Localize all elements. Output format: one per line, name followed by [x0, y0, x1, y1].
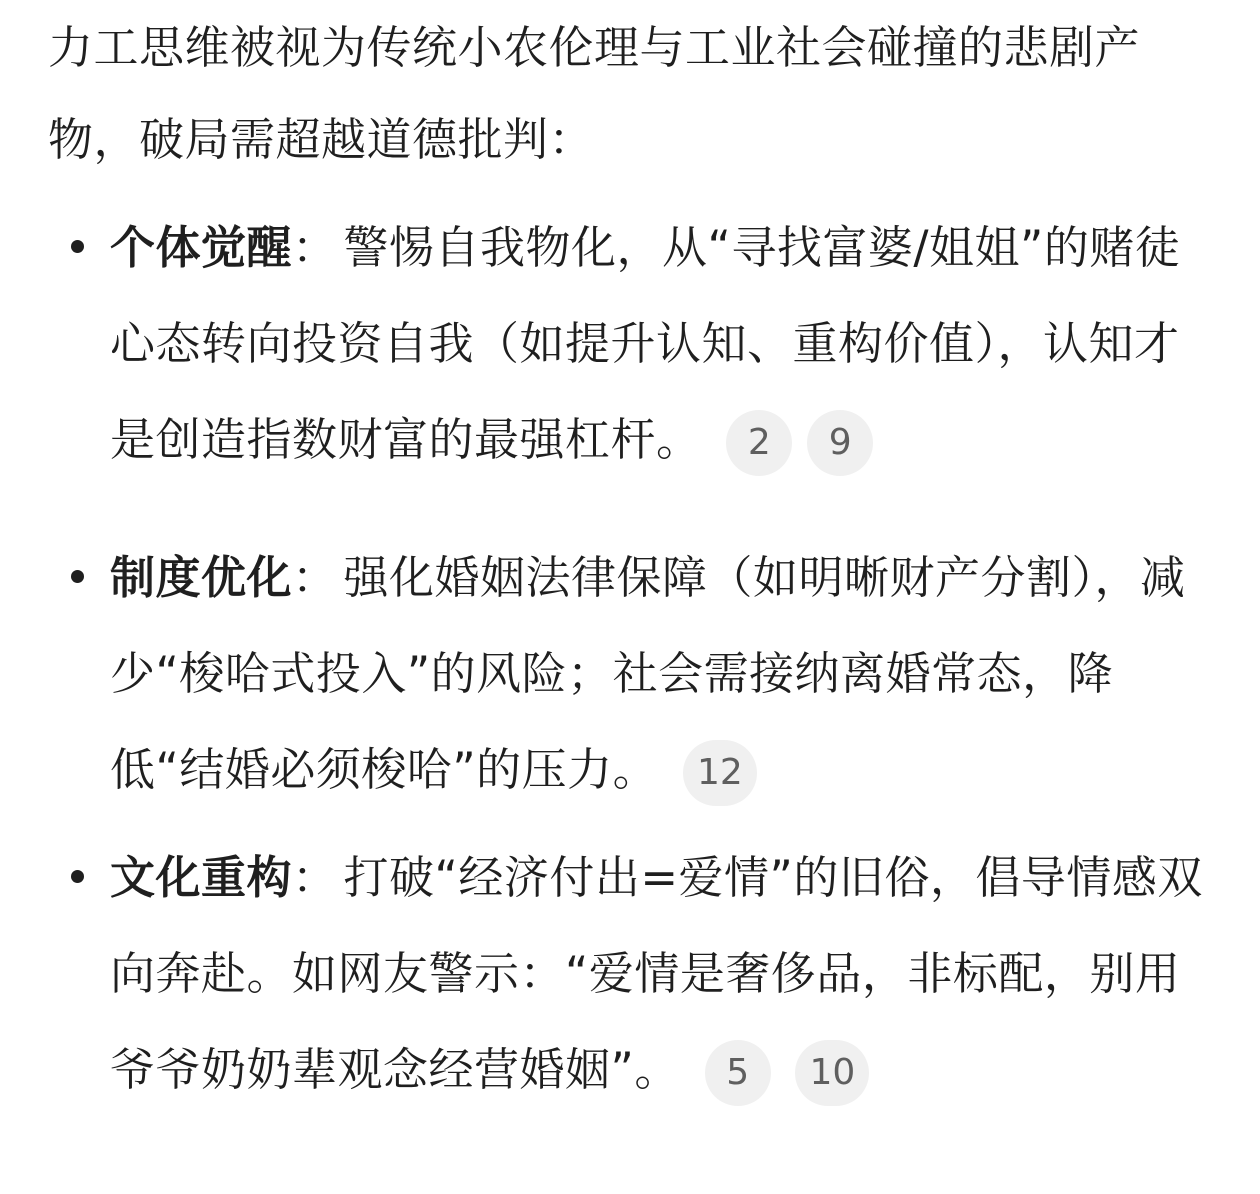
- bullet-icon: [71, 870, 84, 883]
- point-term: 制度优化: [110, 551, 293, 604]
- point-term: 文化重构: [110, 851, 293, 904]
- list-item: [48, 530, 1218, 818]
- point-text: 强化婚姻法律保障（如明晰财产分割），减少“梭哈式投入”的风险；社会需接纳离婚常态，降低“结婚必须梭哈”的压力。: [110, 551, 1186, 796]
- citation-badge[interactable]: 5: [705, 1040, 771, 1106]
- answer-content: [48, 2, 1218, 1118]
- list-item: [48, 830, 1218, 1118]
- point-colon: ：: [292, 551, 338, 604]
- citation-badge[interactable]: 2: [726, 410, 792, 476]
- bullet-icon: [71, 240, 84, 253]
- point-colon: ：: [292, 221, 338, 274]
- point-text: 打破“经济付出=爱情”的旧俗，倡导情感双向奔赴。如网友警示：“爱情是奢侈品，非标配，别用爷爷奶奶辈观念经营婚姻”。: [110, 851, 1203, 1096]
- point-colon: ：: [292, 851, 338, 904]
- point-text: 警惕自我物化，从“寻找富婆/姐姐”的赌徒心态转向投资自我（如提升认知、重构价值），认知才是创造指数财富的最强杠杆。: [110, 221, 1181, 466]
- citation-badge[interactable]: 12: [683, 740, 757, 806]
- citation-badge[interactable]: 10: [795, 1040, 869, 1106]
- list-item: [48, 200, 1218, 488]
- intro-paragraph: 力工思维被视为传统小农伦理与工业社会碰撞的悲剧产物，破局需超越道德批判：: [48, 21, 1141, 166]
- bullet-list: [48, 200, 1218, 1118]
- citation-badge[interactable]: 9: [807, 410, 873, 476]
- bullet-icon: [71, 570, 84, 583]
- point-term: 个体觉醒: [110, 221, 293, 274]
